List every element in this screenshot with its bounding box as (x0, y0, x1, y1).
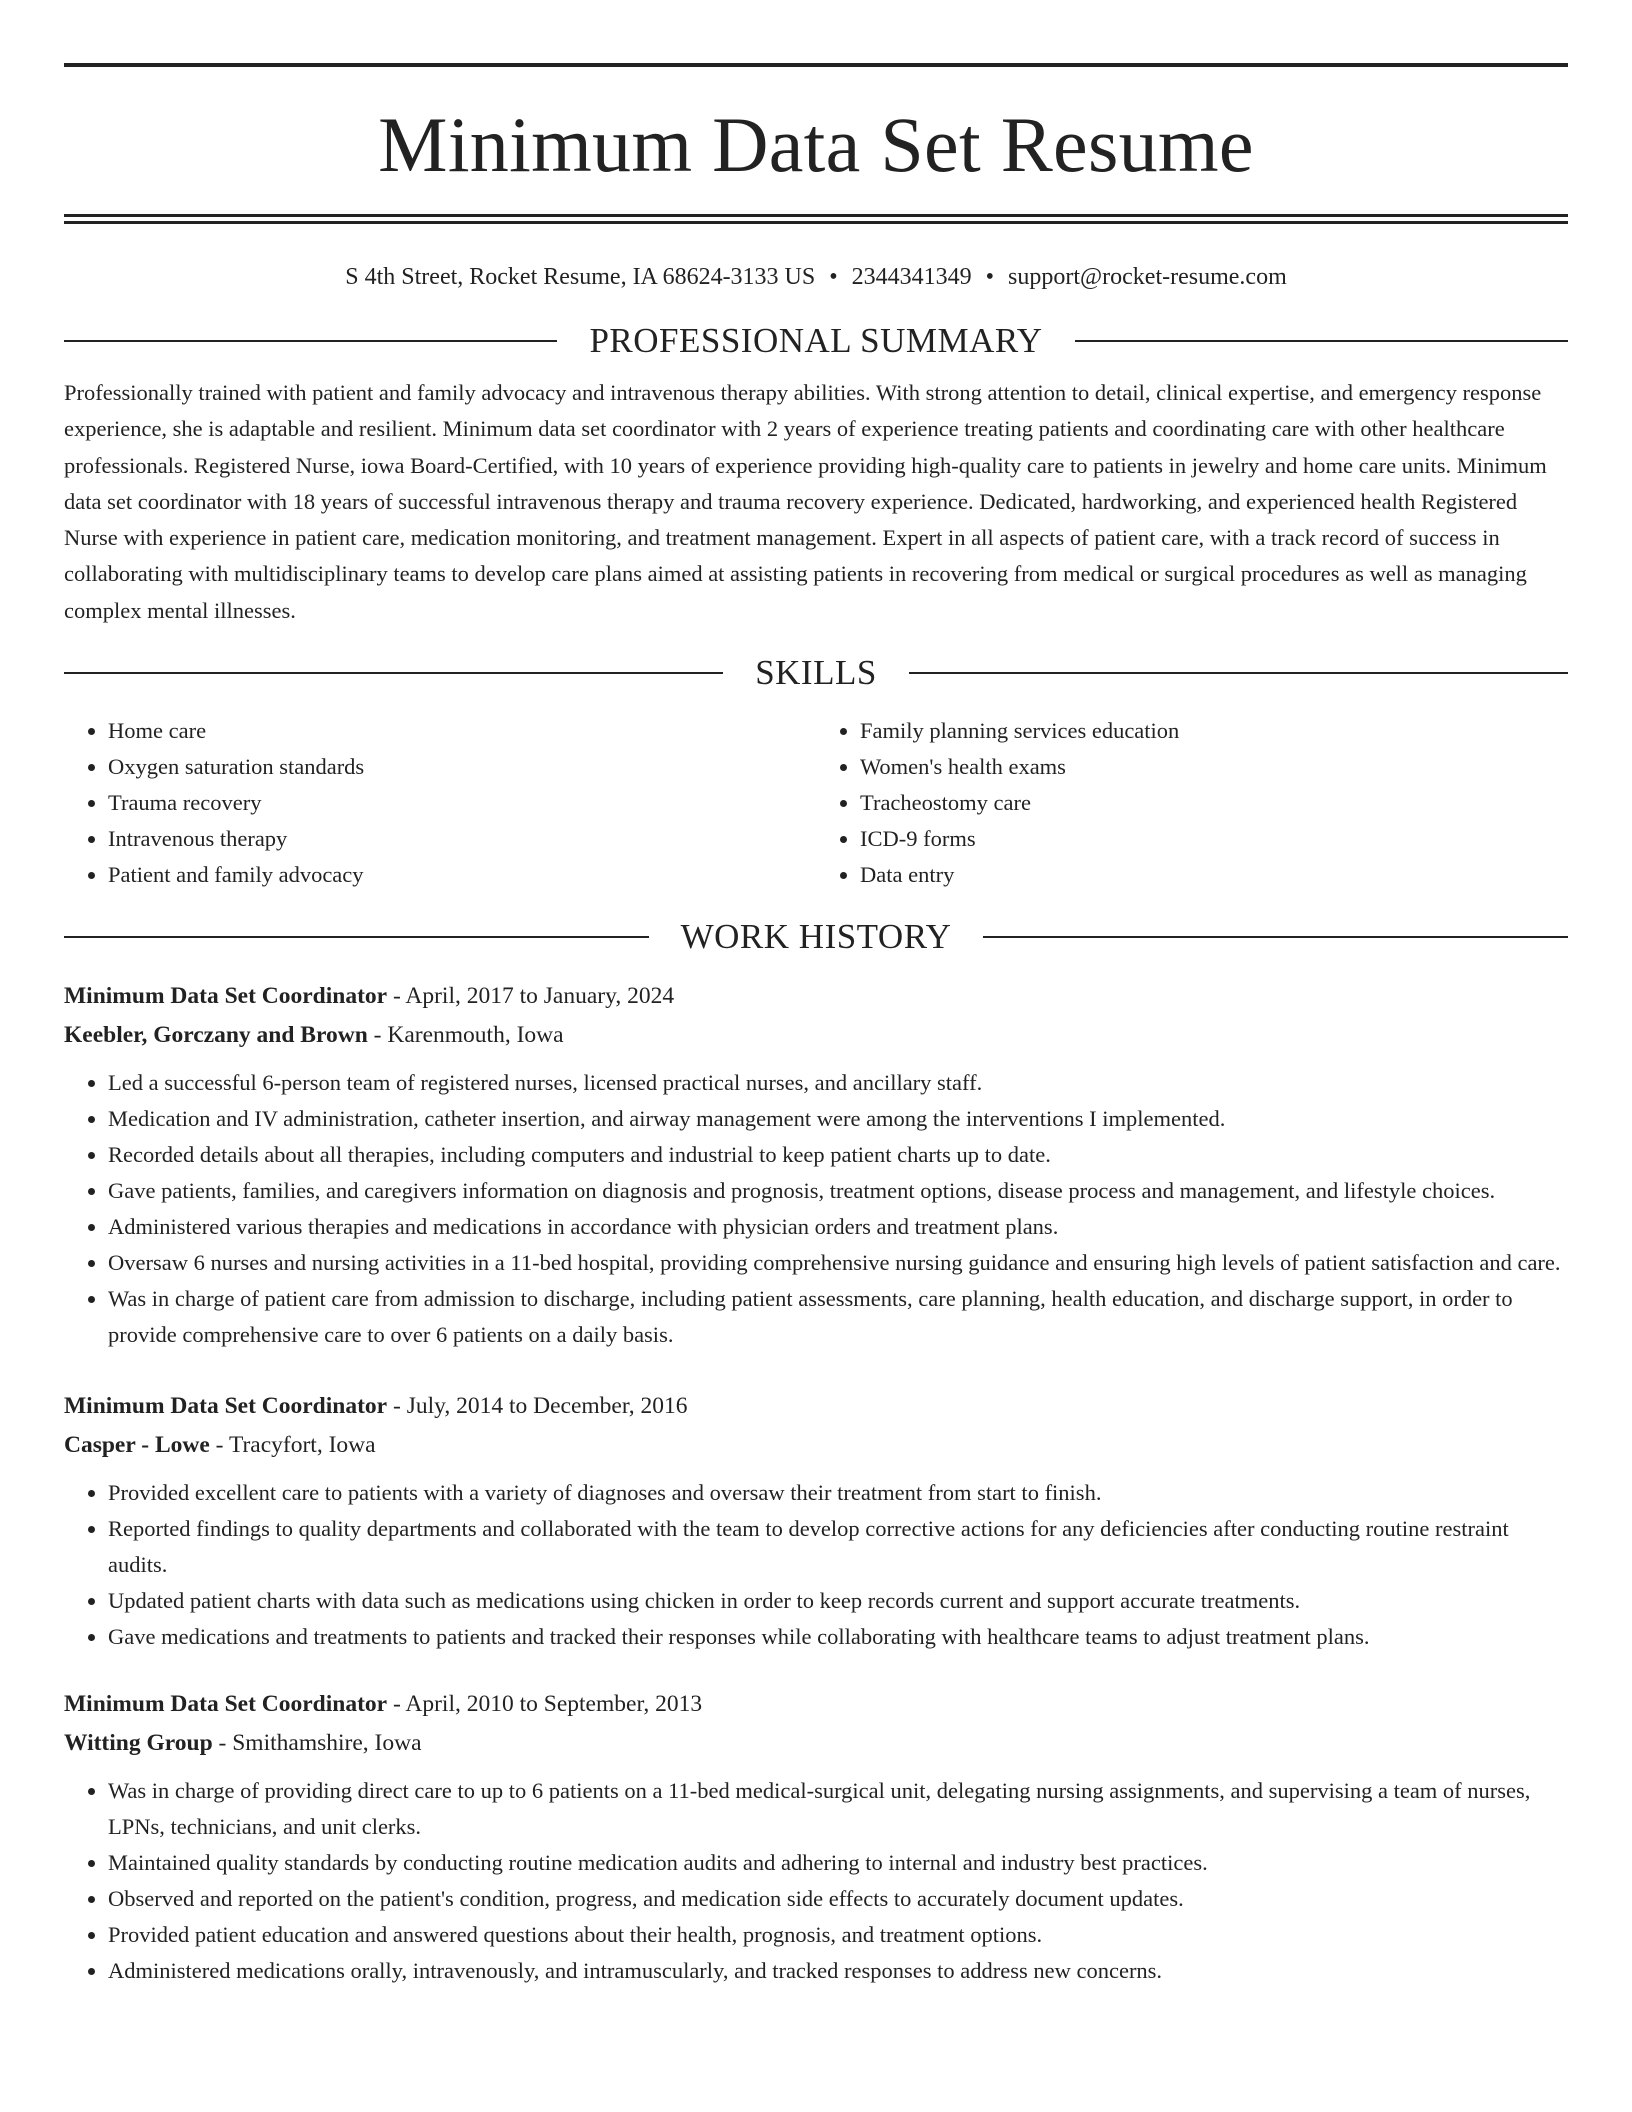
job-bullets (64, 1475, 1568, 1655)
contact-line (64, 262, 1568, 292)
heading-rule-left (64, 340, 557, 342)
job-company: Witting Group (64, 1730, 213, 1757)
skill-item: • Trauma recovery (108, 785, 816, 821)
job-bullet: • Gave patients, families, and caregivers information on diagnosis and prognosis, treatment options, disease process and management, and lifestyle choices. (108, 1173, 1568, 1209)
job-dates: July, 2014 to December, 2016 (406, 1393, 688, 1420)
job-bullet: • Recorded details about all therapies, including computers and industrial to keep patient charts up to date. (108, 1137, 1568, 1173)
skill-item: • Home care (108, 713, 816, 749)
job-location: Karenmouth, Iowa (387, 1022, 564, 1049)
skill-item: • Family planning services education (860, 713, 1568, 749)
job-bullet: • Updated patient charts with data such as medications using chicken in order to keep records current and support accurate treatments. (108, 1583, 1568, 1619)
job-location: Smithamshire, Iowa (232, 1730, 422, 1757)
job-bullet: • Provided excellent care to patients with a variety of diagnoses and oversaw their treatment from start to finish. (108, 1475, 1568, 1511)
job-entry (64, 1387, 1568, 1655)
contact-separator: • (985, 264, 995, 290)
contact-phone: 2344341349 (851, 264, 972, 290)
job-company-line: Witting Group - Smithamshire, Iowa (64, 1730, 422, 1757)
heading-rule-left (64, 672, 723, 674)
skill-item: • Oxygen saturation standards (108, 749, 816, 785)
top-rule (64, 63, 1568, 67)
job-bullet: • Was in charge of patient care from admission to discharge, including patient assessments, care planning, health education, and discharge support, in order to provide comprehensive care to over 6 patients on a daily basis. (108, 1281, 1568, 1353)
work-heading-label: WORK HISTORY (680, 917, 952, 957)
job-bullet: • Reported findings to quality departments and collaborated with the team to develop corrective actions for any deficiencies after conducting routine restraint audits. (108, 1511, 1568, 1583)
job-bullets (64, 1773, 1568, 1989)
heading-rule-left (64, 936, 649, 938)
job-title-line: Minimum Data Set Coordinator - July, 2014 to December, 2016 (64, 1393, 688, 1420)
job-dates: April, 2010 to September, 2013 (405, 1691, 703, 1718)
job-company: Casper - Lowe (64, 1432, 210, 1459)
job-company-line: Casper - Lowe - Tracyfort, Iowa (64, 1432, 376, 1459)
job-bullet: • Led a successful 6-person team of registered nurses, licensed practical nurses, and ancillary staff. (108, 1065, 1568, 1101)
job-bullets (64, 1065, 1568, 1353)
job-company: Keebler, Gorczany and Brown (64, 1022, 368, 1049)
heading-rule-right (909, 672, 1568, 674)
job-bullet: • Provided patient education and answered questions about their health, prognosis, and treatment options. (108, 1917, 1568, 1953)
job-bullet: • Administered medications orally, intravenously, and intramuscularly, and tracked responses to address new concerns. (108, 1953, 1568, 1989)
skill-item: • Intravenous therapy (108, 821, 816, 857)
job-title-line: Minimum Data Set Coordinator - April, 2017 to January, 2024 (64, 983, 675, 1010)
heading-rule-right (1075, 340, 1568, 342)
skill-item: • Tracheostomy care (860, 785, 1568, 821)
job-title: Minimum Data Set Coordinator (64, 1691, 388, 1718)
job-bullet: • Oversaw 6 nurses and nursing activities in a 11-bed hospital, providing comprehensive nursing guidance and ensuring high levels of patient satisfaction and care. (108, 1245, 1568, 1281)
job-entry (64, 977, 1568, 1353)
job-title: Minimum Data Set Coordinator (64, 983, 388, 1010)
job-location: Tracyfort, Iowa (228, 1432, 376, 1459)
skill-item: • ICD-9 forms (860, 821, 1568, 857)
skills-column-right (816, 713, 1568, 893)
work-heading (64, 917, 1568, 957)
job-dates: April, 2017 to January, 2024 (405, 983, 675, 1010)
contact-email: support@rocket-resume.com (1008, 264, 1287, 290)
skill-item: • Data entry (860, 857, 1568, 893)
job-bullet: • Administered various therapies and medications in accordance with physician orders and treatment plans. (108, 1209, 1568, 1245)
skills-heading-label: SKILLS (755, 653, 877, 693)
resume-title: Minimum Data Set Resume (378, 101, 1254, 188)
title-double-rule (64, 214, 1568, 224)
job-bullet: • Medication and IV administration, catheter insertion, and airway management were among the interventions I implemented. (108, 1101, 1568, 1137)
skills-column-left (64, 713, 816, 893)
job-bullet: • Gave medications and treatments to patients and tracked their responses while collaborating with healthcare teams to adjust treatment plans. (108, 1619, 1568, 1655)
job-bullet: • Observed and reported on the patient's condition, progress, and medication side effects to accurately document updates. (108, 1881, 1568, 1917)
heading-rule-right (983, 936, 1568, 938)
job-title-line: Minimum Data Set Coordinator - April, 2010 to September, 2013 (64, 1691, 703, 1718)
summary-heading (64, 321, 1568, 361)
job-bullet: • Maintained quality standards by conducting routine medication audits and adhering to internal and industry best practices. (108, 1845, 1568, 1881)
summary-text: Professionally trained with patient and family advocacy and intravenous therapy abilities. With strong attention to detail, clinical expertise, and emergency response experience, she is adaptable and resilient. Minimum data set coordinator with 2 years of experience treating patients and coordinating care with other healthcare professionals. Registered Nurse, iowa Board-Certified, with 10 years of experience providing high-quality care to patients in jewelry and home care units. Minimum data set coordinator with 18 years of successful intravenous therapy and trauma recovery experience. Dedicated, hardworking, and experienced health Registered Nurse with experience in patient care, medication monitoring, and treatment management. Expert in all aspects of patient care, with a track record of success in collaborating with multidisciplinary teams to develop care plans aimed at assisting patients in recovering from medical or surgical procedures as well as managing complex mental illnesses. (64, 380, 1547, 623)
skill-item: • Patient and family advocacy (108, 857, 816, 893)
job-title: Minimum Data Set Coordinator (64, 1393, 388, 1420)
summary-heading-label: PROFESSIONAL SUMMARY (589, 321, 1043, 360)
skill-item: • Women's health exams (860, 749, 1568, 785)
job-company-line: Keebler, Gorczany and Brown - Karenmouth, Iowa (64, 1022, 564, 1049)
contact-address: S 4th Street, Rocket Resume, IA 68624-3133 US (345, 264, 816, 290)
job-entry (64, 1685, 1568, 1989)
resume-page (64, 63, 1568, 1989)
job-bullet: • Was in charge of providing direct care to up to 6 patients on a 11-bed medical-surgical unit, delegating nursing assignments, and supervising a team of nurses, LPNs, technicians, and unit clerks. (108, 1773, 1568, 1845)
skills-heading (64, 653, 1568, 693)
skills-list (64, 713, 1568, 893)
contact-separator: • (829, 264, 838, 290)
